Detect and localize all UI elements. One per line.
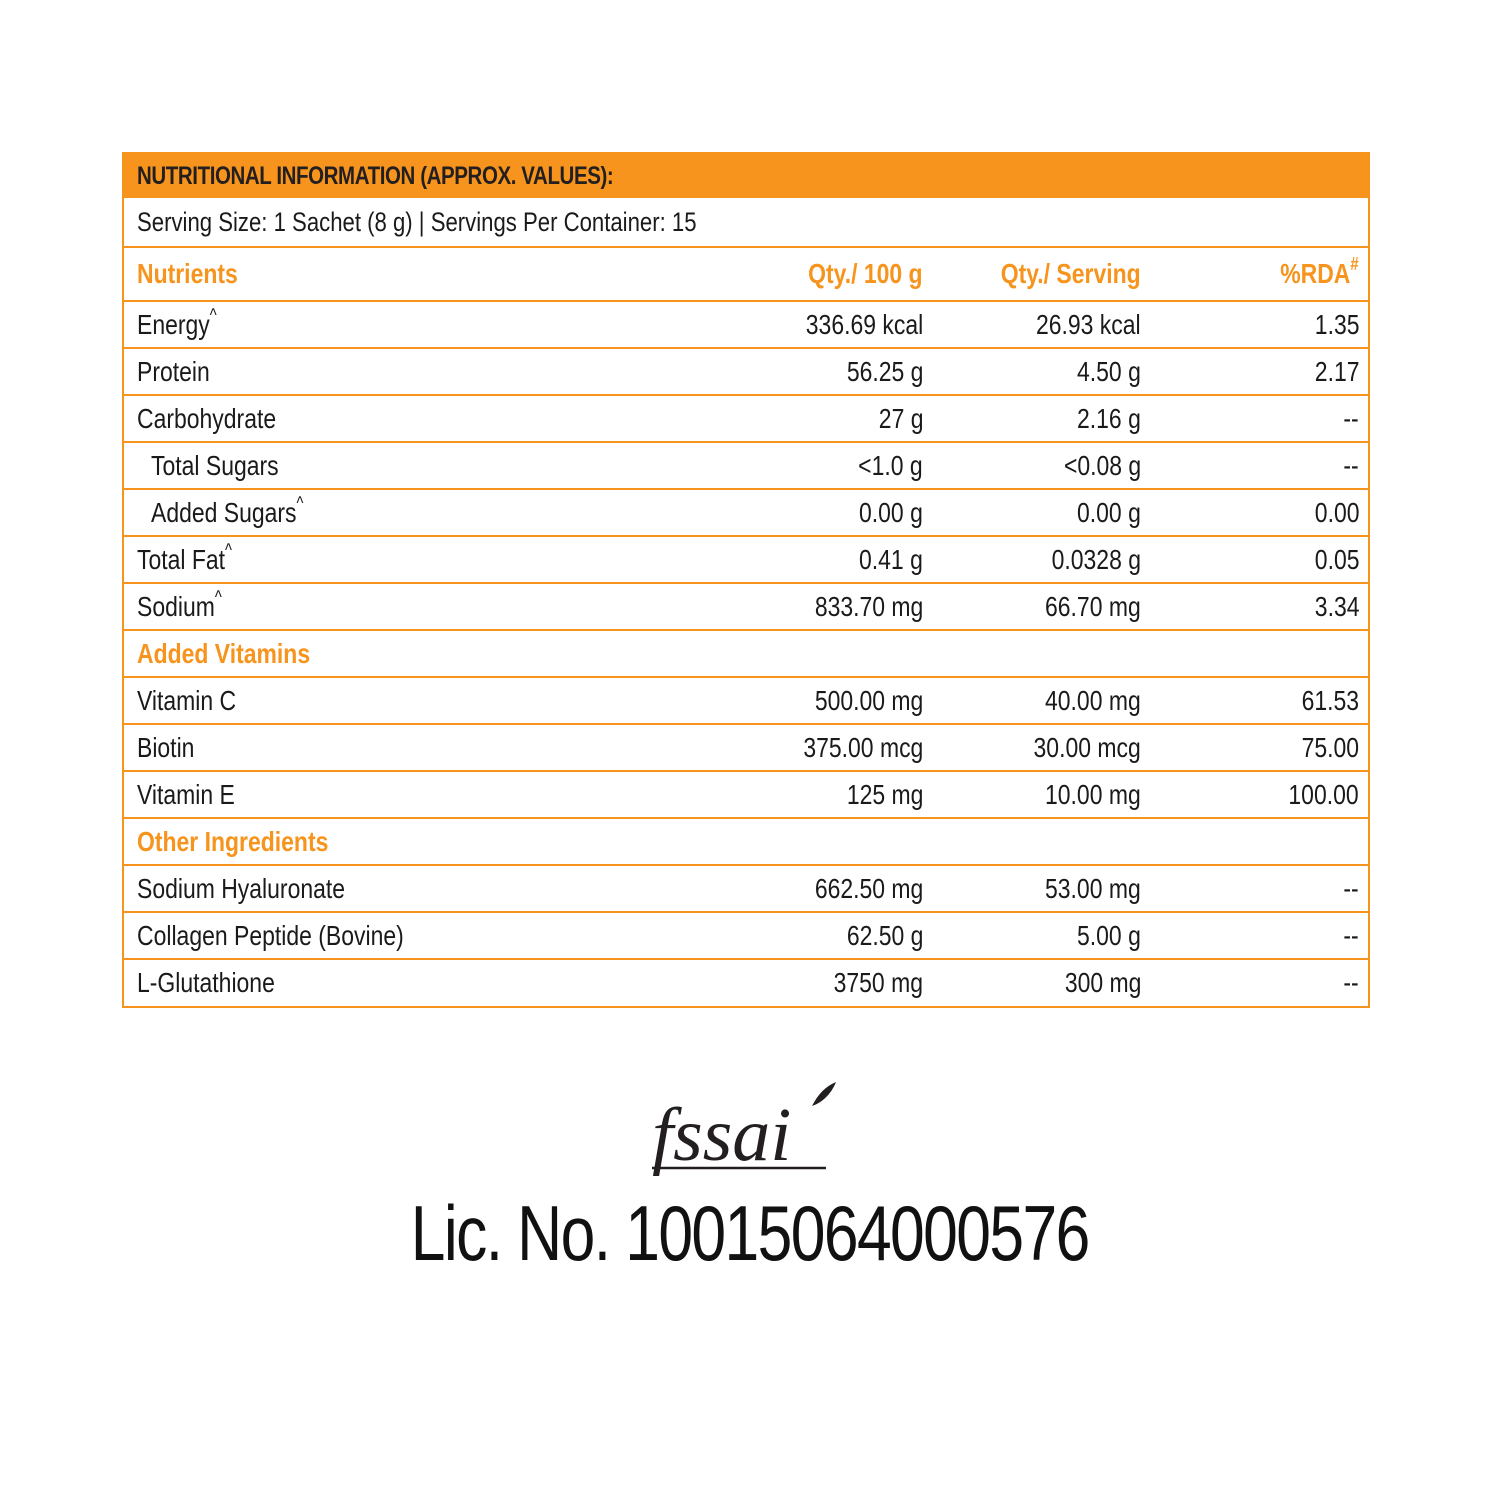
rda-value: 0.00 <box>1314 496 1359 528</box>
header-qty-serving: Qty./ Serving <box>1001 258 1141 289</box>
qty-100g: 3750 mg <box>833 967 923 998</box>
table-row <box>124 912 1368 959</box>
table-row <box>124 771 1368 818</box>
table-row <box>124 865 1368 912</box>
rda-value: 0.05 <box>1314 543 1359 575</box>
leaf-icon <box>812 1082 836 1106</box>
rda-value: -- <box>1343 872 1359 904</box>
panel-title: NUTRITIONAL INFORMATION (APPROX. VALUES): <box>124 154 1368 198</box>
qty-serving: 53.00 mg <box>1045 872 1141 904</box>
rda-value: -- <box>1343 449 1359 481</box>
rda-value: -- <box>1343 919 1359 951</box>
qty-100g: 0.41 g <box>859 543 923 575</box>
rda-value: 100.00 <box>1288 778 1359 810</box>
table-row: Sodium^ 833.70 mg 66.70 mg 3.34 <box>124 583 1368 630</box>
qty-serving: 30.00 mcg <box>1033 731 1141 763</box>
table-row <box>124 348 1368 395</box>
nutrition-panel <box>122 152 1370 1008</box>
qty-serving: 66.70 mg <box>1045 590 1141 622</box>
table-row <box>124 959 1368 1006</box>
qty-serving: 5.00 g <box>1077 919 1141 951</box>
table-row <box>124 442 1368 489</box>
table-header <box>124 248 1368 301</box>
table-row: Energy^ 336.69 kcal 26.93 kcal 1.35 <box>124 301 1368 348</box>
qty-100g: 336.69 kcal <box>805 308 923 340</box>
qty-serving: 0.0328 g <box>1051 543 1141 575</box>
qty-serving: 10.00 mg <box>1045 778 1141 810</box>
nutrient-name: Energy <box>137 308 210 340</box>
nutrient-name: Vitamin E <box>137 778 235 810</box>
nutrient-name: Carbohydrate <box>137 402 277 434</box>
qty-100g: 27 g <box>878 402 923 434</box>
nutrient-name: Protein <box>137 355 210 387</box>
header-qty-100g: Qty./ 100 g <box>808 258 923 289</box>
header-rda: %RDA# <box>1280 254 1359 289</box>
section-other-ingredients <box>124 818 1368 865</box>
rda-value: 75.00 <box>1301 731 1359 763</box>
nutrient-name: Total Sugars <box>151 449 279 481</box>
serving-info: Serving Size: 1 Sachet (8 g) | Servings Per Container: 15 <box>124 198 1368 248</box>
qty-serving: 300 mg <box>1064 967 1141 998</box>
section-title: Added Vitamins <box>137 637 311 669</box>
rda-value: 2.17 <box>1314 355 1359 387</box>
nutrient-name: Collagen Peptide (Bovine) <box>137 919 404 951</box>
qty-100g: <1.0 g <box>858 449 923 481</box>
rda-value: 1.35 <box>1314 308 1359 340</box>
qty-100g: 500.00 mg <box>814 684 923 716</box>
nutrient-name: Sodium <box>137 590 215 622</box>
qty-100g: 662.50 mg <box>814 872 923 904</box>
section-added-vitamins <box>124 630 1368 677</box>
nutrient-name: L-Glutathione <box>137 967 275 998</box>
qty-100g: 56.25 g <box>846 355 923 387</box>
fssai-logo-text: fssai <box>652 1093 792 1176</box>
table-row <box>124 724 1368 771</box>
fssai-logo <box>640 1076 840 1176</box>
qty-100g: 375.00 mcg <box>803 731 923 763</box>
nutrition-table <box>124 248 1368 1006</box>
qty-100g: 62.50 g <box>846 919 923 951</box>
header-nutrients: Nutrients <box>137 258 238 289</box>
qty-100g: 0.00 g <box>859 496 923 528</box>
nutrient-name: Total Fat <box>137 543 226 575</box>
qty-serving: <0.08 g <box>1063 449 1141 481</box>
nutrient-name: Added Sugars <box>151 496 297 528</box>
table-row: Added Sugars^ 0.00 g 0.00 g 0.00 <box>124 489 1368 536</box>
rda-value: 61.53 <box>1301 684 1359 716</box>
section-title: Other Ingredients <box>137 825 329 857</box>
license-number: Lic. No. 10015064000576 <box>411 1189 1089 1277</box>
rda-value: -- <box>1343 967 1359 998</box>
qty-serving: 4.50 g <box>1077 355 1141 387</box>
nutrient-name: Vitamin C <box>137 684 237 716</box>
qty-serving: 2.16 g <box>1077 402 1141 434</box>
qty-100g: 125 mg <box>846 778 923 810</box>
nutrient-name: Biotin <box>137 731 195 763</box>
rda-value: 3.34 <box>1314 590 1359 622</box>
table-row <box>124 677 1368 724</box>
qty-serving: 26.93 kcal <box>1036 308 1141 340</box>
table-row <box>124 395 1368 442</box>
qty-serving: 0.00 g <box>1077 496 1141 528</box>
nutrient-name: Sodium Hyaluronate <box>137 872 346 904</box>
qty-serving: 40.00 mg <box>1045 684 1141 716</box>
rda-value: -- <box>1343 402 1359 434</box>
qty-100g: 833.70 mg <box>814 590 923 622</box>
table-row: Total Fat^ 0.41 g 0.0328 g 0.05 <box>124 536 1368 583</box>
